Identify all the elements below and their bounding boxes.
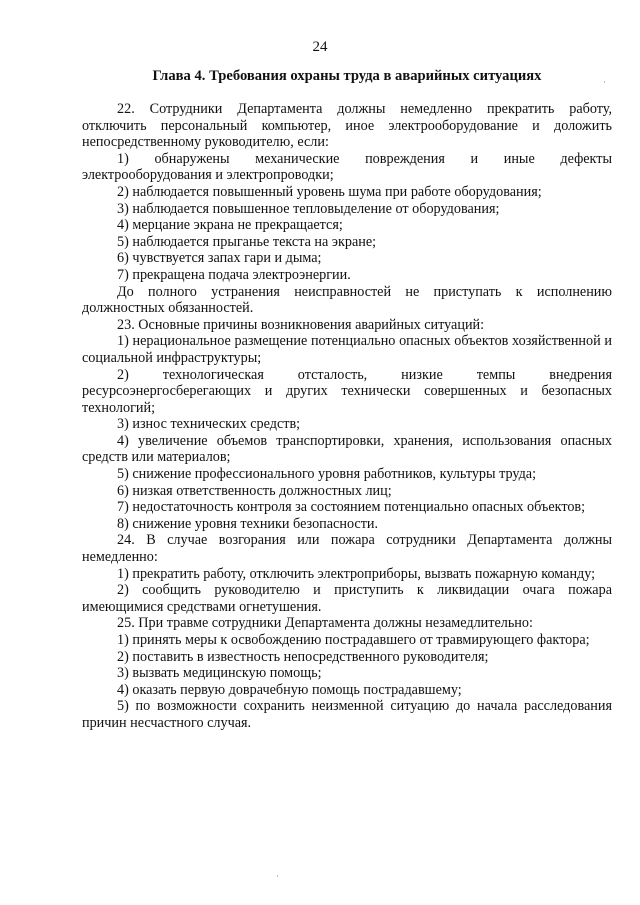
paragraph: 1) нерациональное размещение потенциально опасных объектов хозяйственной и социальной инфраструктуры; [82,333,612,366]
paragraph: 5) снижение профессионального уровня работников, культуры труда; [117,466,537,483]
chapter-body [82,101,612,732]
paragraph: 5) по возможности сохранить неизменной ситуацию до начала расследования причин несчастного случая. [82,698,612,731]
paragraph: 24. В случае возгорания или пожара сотрудники Департамента должны немедленно: [82,532,612,566]
paragraph: 2) технологическая отсталость, низкие темпы внедрения ресурсоэнергосберегающих и других технически совершенных и безопасных технологий; [82,366,612,416]
paragraph: 5) наблюдается прыганье текста на экране; [117,233,377,250]
paragraph: 3) наблюдается повышенное тепловыделение от оборудования; [117,200,500,217]
paragraph: 4) мерцание экрана не прекращается; [117,217,343,234]
paragraph: 4) оказать первую доврачебную помощь пострадавшему; [117,681,462,698]
paragraph: 23. Основные причины возникновения аварийных ситуаций: [117,316,485,333]
paragraph: 25. При травме сотрудники Департамента должны незамедлительно: [117,615,533,632]
scan-speck: · [276,871,279,881]
paragraph: 3) износ технических средств; [117,416,301,433]
paragraph: 6) чувствуется запах гари и дыма; [117,250,322,267]
paragraph: 8) снижение уровня техники безопасности. [117,515,379,532]
paragraph: 2) наблюдается повышенный уровень шума при работе оборудования; [117,183,542,200]
paragraph: 2) поставить в известность непосредственного руководителя; [117,648,489,665]
paragraph: 2) сообщить руководителю и приступить к ликвидации очага пожара имеющимися средствами огнетушения. [82,582,612,615]
paragraph: 1) прекратить работу, отключить электроприборы, вызвать пожарную команду; [117,565,596,582]
paragraph: 22. Сотрудники Департамента должны немедленно прекратить работу, отключить персональный компьютер, иное электрооборудование и доложить непосредственному руководителю, если: [82,101,612,151]
paragraph: 4) увеличение объемов транспортировки, хранения, использования опасных средств или материалов; [82,432,612,466]
paragraph: 6) низкая ответственность должностных лиц; [117,482,392,499]
paragraph: 7) недостаточность контроля за состоянием потенциально опасных объектов; [117,499,586,516]
scan-speck: · [603,77,606,87]
paragraph: 1) принять меры к освобождению пострадавшего от травмирующего фактора; [117,632,590,648]
paragraph: 7) прекращена подача электроэнергии. [117,266,351,283]
chapter-title: Глава 4. Требования охраны труда в аварийных ситуациях [152,68,542,84]
paragraph: До полного устранения неисправностей не приступать к исполнению должностных обязанностей. [82,283,612,317]
paragraph: 1) обнаружены механические повреждения и иные дефекты электрооборудования и электропроводки; [82,150,612,184]
page-number: 24 [312,39,328,55]
paragraph: 3) вызвать медицинскую помощь; [117,665,322,682]
